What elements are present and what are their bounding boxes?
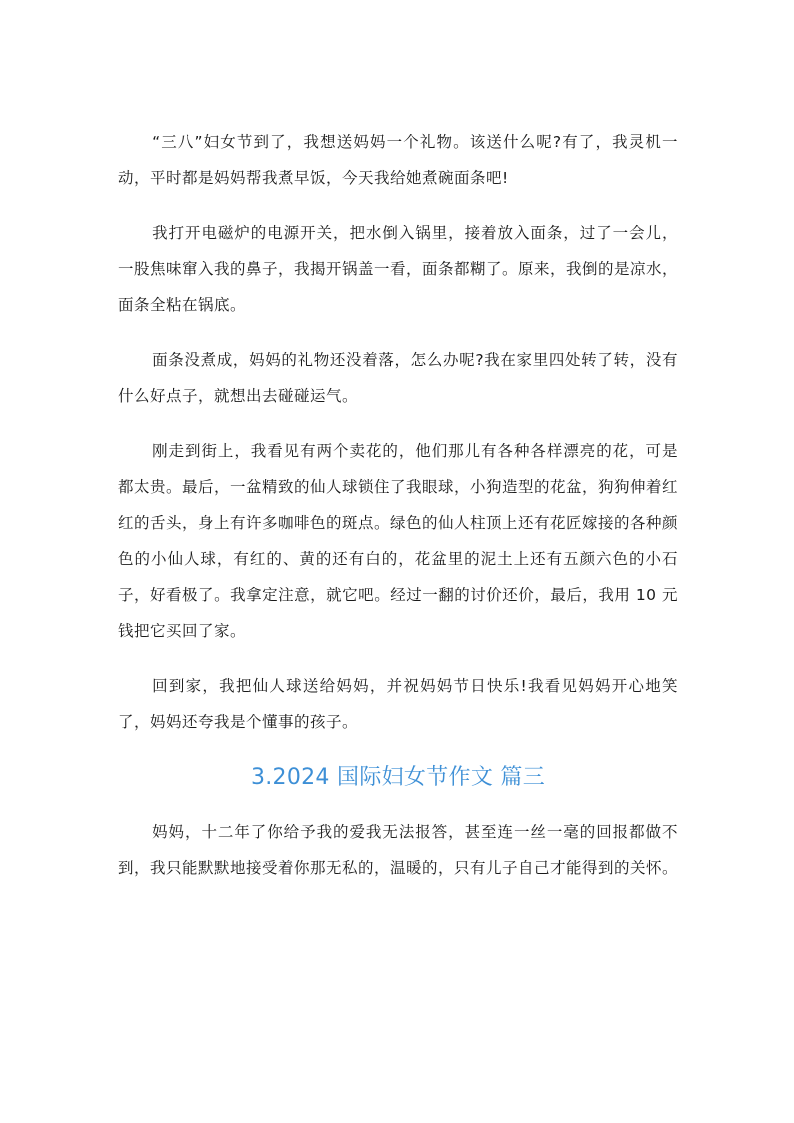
paragraph-1: “三八”妇女节到了，我想送妈妈一个礼物。该送什么呢?有了，我灵机一动，平时都是妈妈帮我煮早饭，今天我给她煮碗面条吧! [118, 133, 678, 187]
paragraph-5: 回到家，我把仙人球送给妈妈，并祝妈妈节日快乐!我看见妈妈开心地笑了，妈妈还夸我是个懂事的孩子。 [118, 677, 678, 731]
paragraph-3: 面条没煮成，妈妈的礼物还没着落，怎么办呢?我在家里四处转了转，没有什么好点子，就想出去碰碰运气。 [118, 351, 678, 405]
section-paragraph: 妈妈，十二年了你给予我的爱我无法报答，甚至连一丝一毫的回报都做不到，我只能默默地接受着你那无私的，温暖的，只有儿子自己才能得到的关怀。 [118, 823, 679, 877]
document-page [118, 124, 678, 886]
paragraph-4: 刚走到街上，我看见有两个卖花的，他们那儿有各种各样漂亮的花，可是都太贵。最后，一盆精致的仙人球锁住了我眼球，小狗造型的花盆，狗狗伸着红红的舌头，身上有许多咖啡色的斑点。绿色的仙人柱顶上还有花匠嫁接的各种颜色的小仙人球，有红的、黄的还有白的，花盆里的泥土上还有五颜六色的小石子，好看极了。我拿定注意，就它吧。经过一翻的讨价还价，最后，我用 10 元钱把它买回了家。 [118, 442, 679, 640]
section-heading: 3.2024 国际妇女节作文 篇三 [250, 765, 546, 790]
paragraph-2: 我打开电磁炉的电源开关，把水倒入锅里，接着放入面条，过了一会儿，一股焦味窜入我的鼻子，我揭开锅盖一看，面条都糊了。原来，我倒的是凉水，面条全粘在锅底。 [118, 224, 679, 314]
